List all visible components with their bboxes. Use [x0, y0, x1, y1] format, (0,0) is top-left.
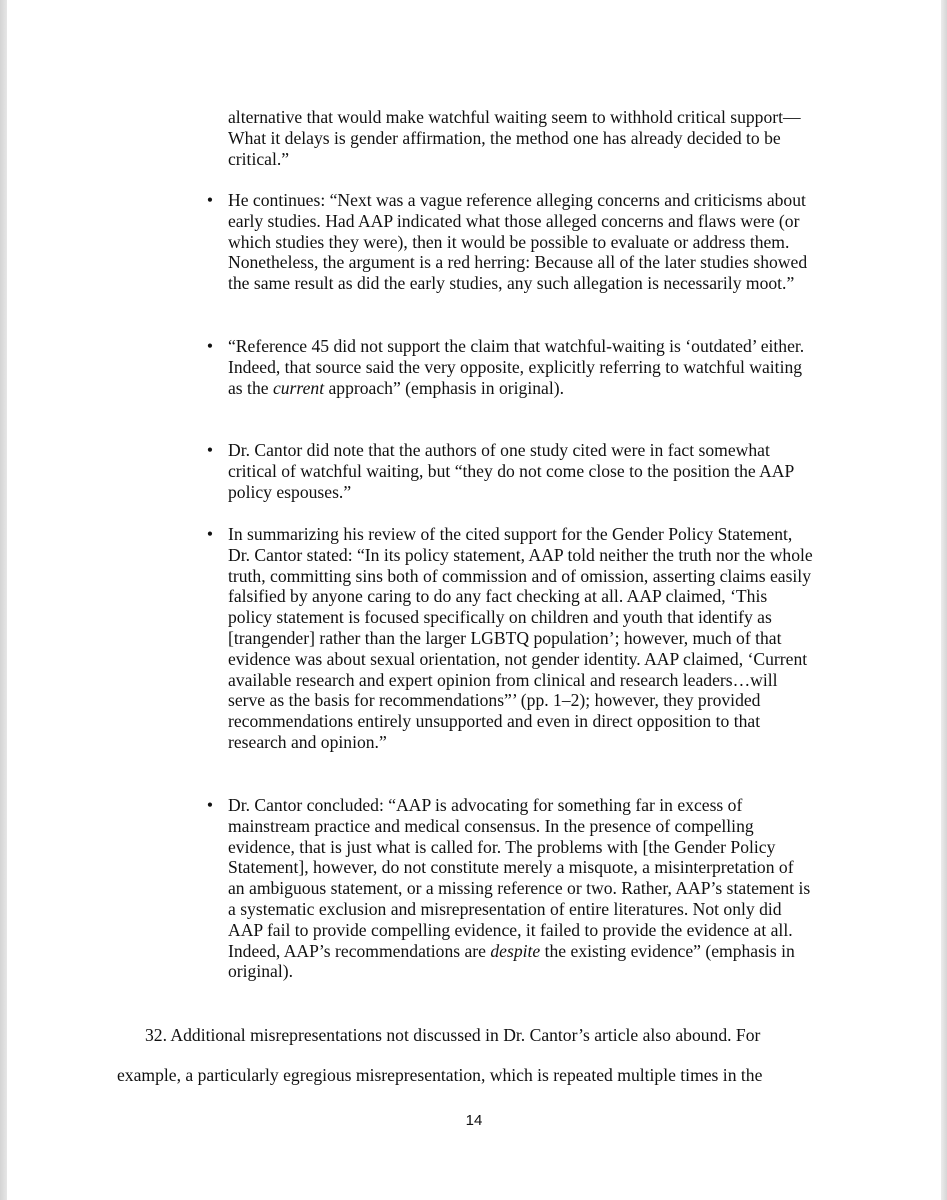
bullet-text-part: Dr. Cantor concluded: “AAP is advocating for something far in excess of mainstream practice and medical consensus. In the presence of compelling evidence, that is just what is called for. The problems with [the Gender Policy Statement], however, do not constitute merely a misquote, a misinterpretation of an ambiguous statement, or a missing reference or two. Rather, AAP’s statement is a systematic exclusion and misrepresentation of entire literatures. Not only did AAP fail to provide compelling evidence, it failed to provide the evidence at all. Indeed, AAP’s recommendations are	[228, 795, 811, 961]
bullet-text	[228, 336, 813, 398]
bullet-text-part: “Reference 45 did not support the claim that watchful-waiting is ‘outdated’ either. Indeed, that source said the very opposite, explicitly referring to watchful waiting as the	[228, 336, 805, 398]
paragraph-32-line-2: example, a particularly egregious misrepresentation, which is repeated multiple times in the	[117, 1065, 763, 1085]
bullet-text: In summarizing his review of the cited support for the Gender Policy Statement, Dr. Cantor stated: “In its policy statement, AAP told neither the truth nor the whole truth, committing sins both of commission and of omission, asserting claims easily falsified by anyone caring to do any fact checking at all. AAP claimed, ‘This policy statement is focused specifically on children and youth that identify as [trangender] rather than the larger LGBTQ population’; however, much of that evidence was about sexual orientation, not gender identity. AAP claimed, ‘Current available research and expert opinion from clinical and research leaders…will serve as the basis for recommendations”’ (pp. 1–2); however, they provided recommendations entirely unsupported and even in direct opposition to that research and opinion.”	[228, 524, 813, 752]
bullet-icon: •	[206, 524, 214, 544]
emphasis-text: current	[272, 377, 325, 398]
continued-quote-paragraph: alternative that would make watchful waiting seem to withhold critical support—What it delays is gender affirmation, the method one has already decided to be critical.”	[228, 107, 801, 169]
bullet-icon: •	[206, 795, 214, 815]
viewer-left-gutter	[0, 0, 7, 1200]
bullet-icon: •	[206, 336, 214, 356]
page-number: 14	[465, 1112, 483, 1129]
document-page	[7, 0, 941, 1200]
bullet-icon: •	[206, 190, 214, 210]
bullet-icon: •	[206, 440, 214, 460]
emphasis-text: despite	[490, 940, 541, 961]
bullet-text	[228, 795, 813, 982]
paragraph-32-line-1: 32. Additional misrepresentations not discussed in Dr. Cantor’s article also abound. For	[145, 1025, 761, 1045]
bullet-text: He continues: “Next was a vague reference alleging concerns and criticisms about early studies. Had AAP indicated what those alleged concerns and flaws were (or which studies they were), then it would be possible to evaluate or address them. Nonetheless, the argument is a red herring: Because all of the later studies showed the same result as did the early studies, any such allegation is necessarily moot.”	[228, 190, 808, 294]
bullet-text: Dr. Cantor did note that the authors of one study cited were in fact somewhat critical of watchful waiting, but “they do not come close to the position the AAP policy espouses.”	[228, 440, 794, 502]
bullet-text-part: approach” (emphasis in original).	[324, 377, 564, 398]
bullet-text-part: the existing evidence” (emphasis in original).	[228, 940, 795, 982]
viewer-right-gutter	[941, 0, 947, 1200]
